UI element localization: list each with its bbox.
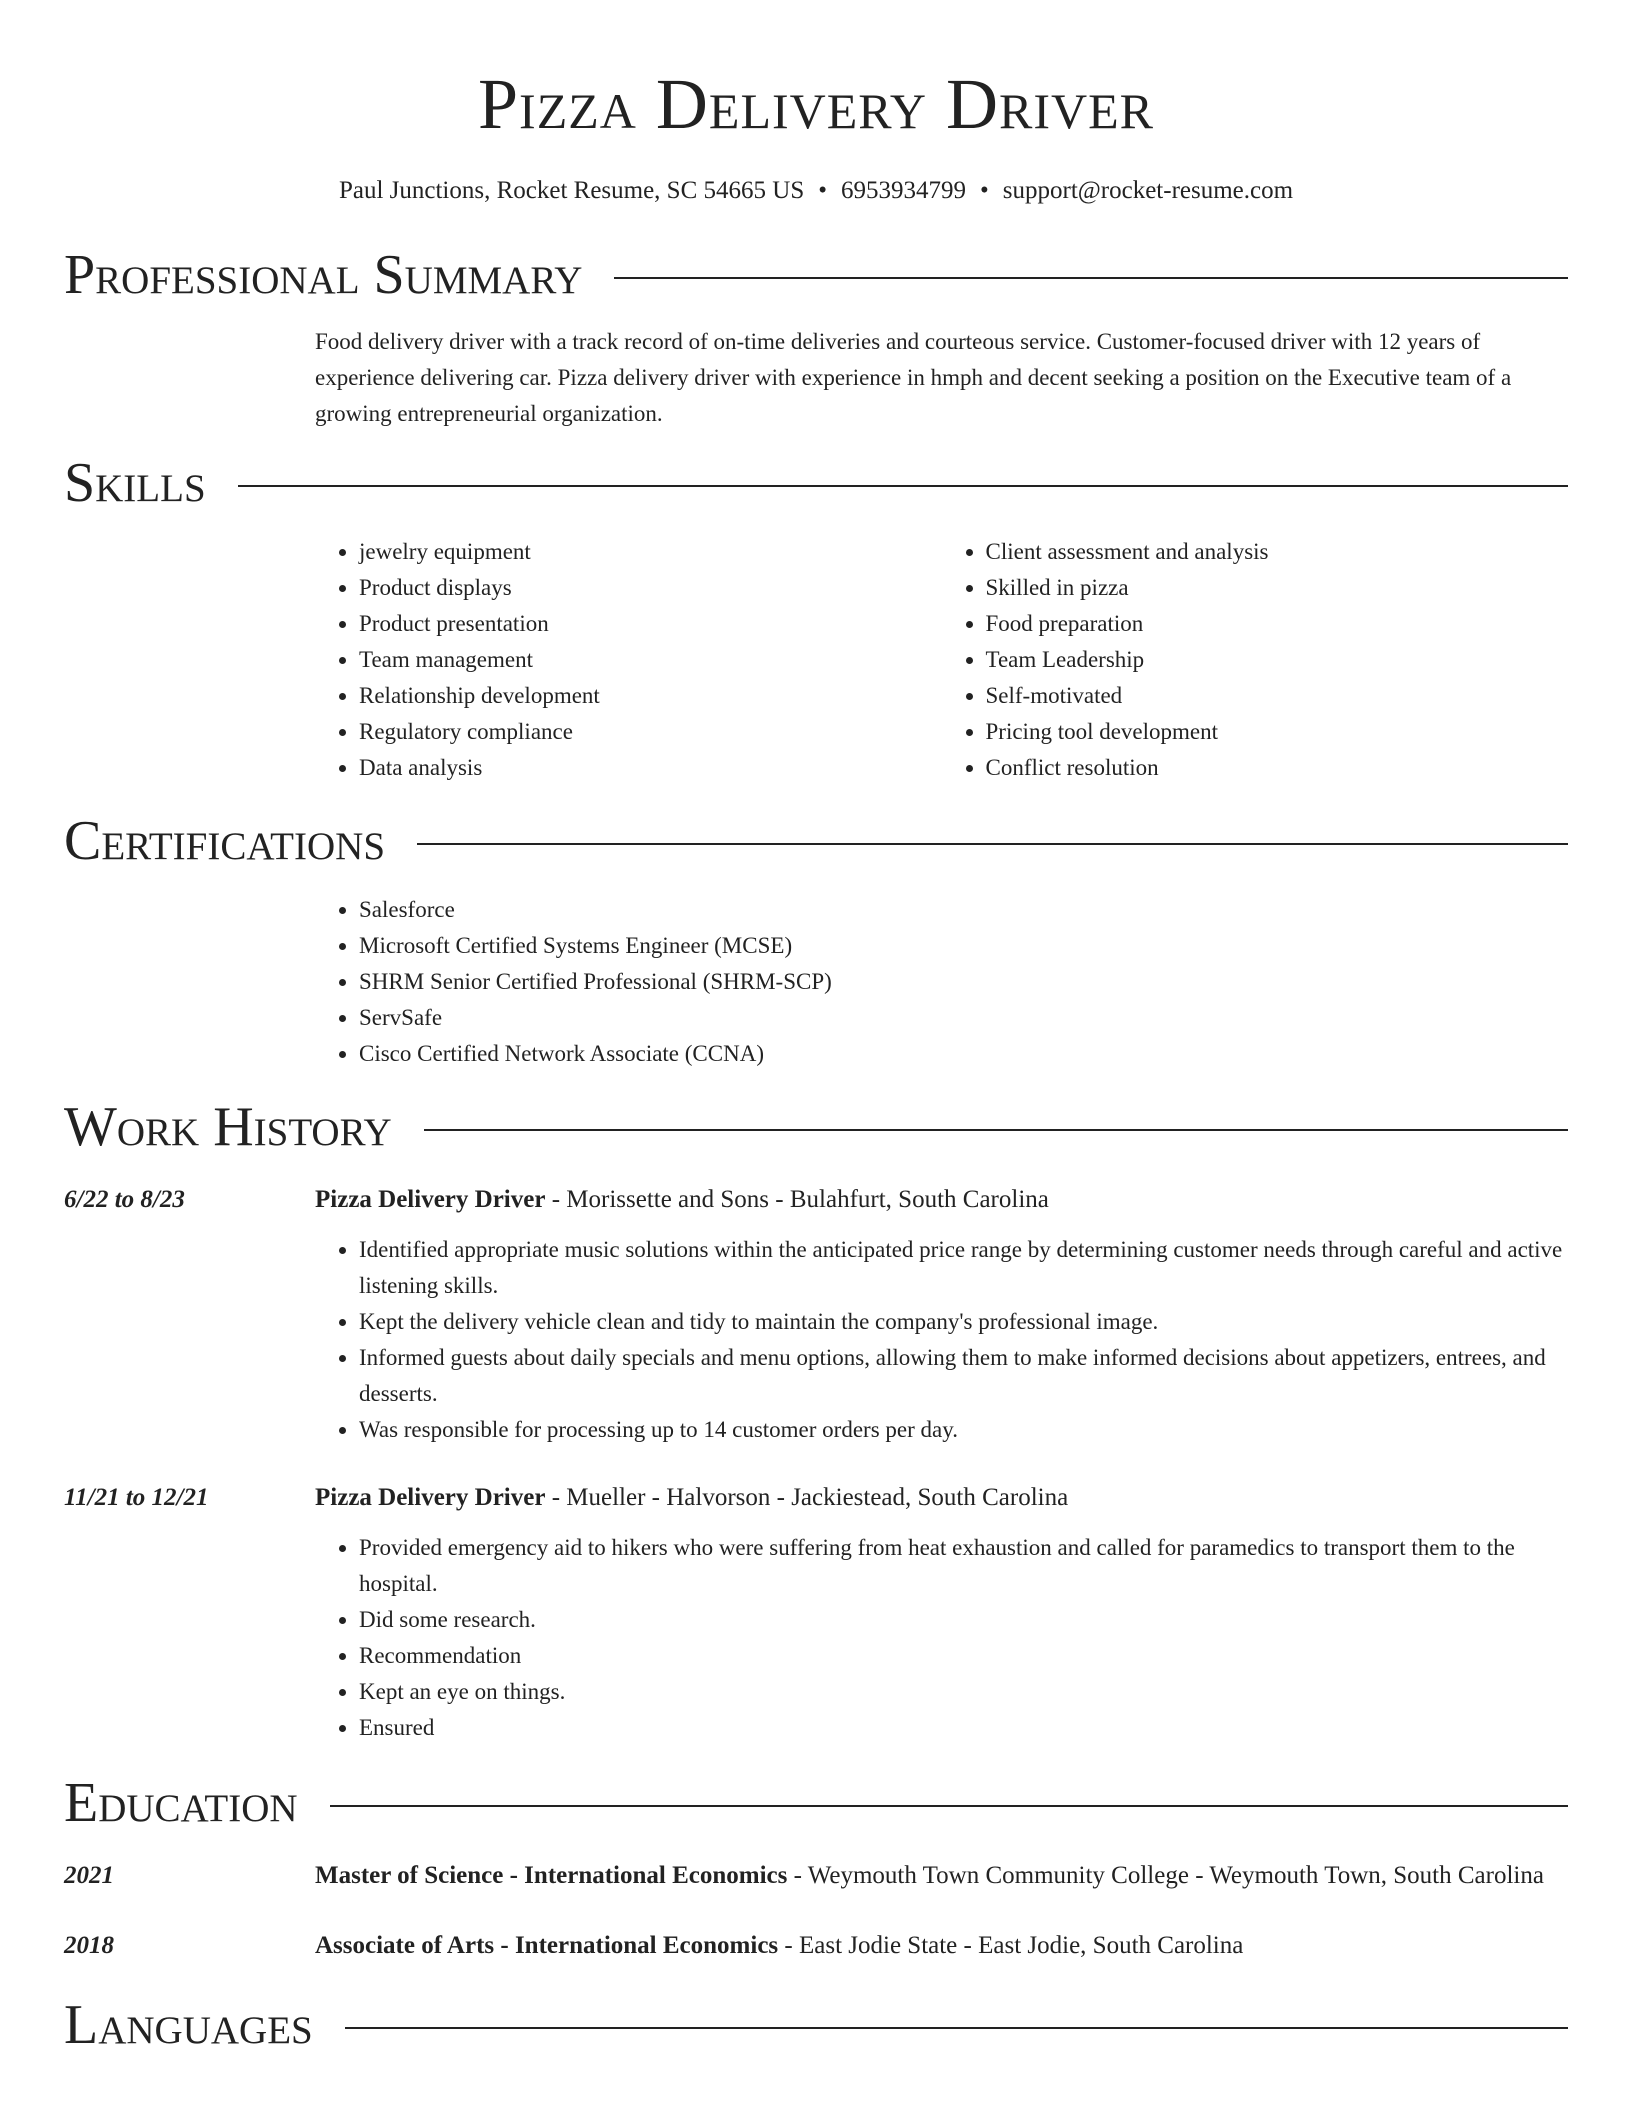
contact-email: support@rocket-resume.com (1002, 177, 1294, 204)
job-bullet: • Was responsible for processing up to 14 customer orders per day. (359, 1412, 1568, 1448)
skill-item: • jewelry equipment (359, 534, 942, 570)
skill-item: • Skilled in pizza (986, 570, 1569, 606)
job-dates: 11/21 to 12/21 (64, 1484, 209, 1511)
resume-page (64, 0, 1568, 2060)
section-rule (330, 1805, 1568, 1807)
job-bullet: • Identified appropriate music solutions within the anticipated price range by determining customer needs through careful and active listening skills. (359, 1232, 1568, 1304)
skills-list-right (942, 534, 1569, 786)
section-header-summary (64, 240, 1568, 310)
education-details: - East Jodie State - East Jodie, South Carolina (778, 1932, 1244, 1959)
contact-phone: 6953934799 (841, 177, 966, 204)
certification-item: • SHRM Senior Certified Professional (SHRM-SCP) (359, 964, 1568, 1000)
skill-item: • Product presentation (359, 606, 942, 642)
skill-item: • Food preparation (986, 606, 1569, 642)
job-bullets (315, 1530, 1568, 1746)
section-title: Languages (64, 1994, 313, 2056)
job-dates: 6/22 to 8/23 (64, 1186, 185, 1213)
job-role: Pizza Delivery Driver (315, 1484, 546, 1511)
education-details: - Weymouth Town Community College - Weymouth Town, South Carolina (787, 1862, 1544, 1889)
education-degree: Master of Science - International Economics (315, 1862, 788, 1889)
skill-item: • Self-motivated (986, 678, 1569, 714)
certifications-block (315, 892, 1568, 1072)
section-rule (614, 277, 1568, 279)
job-header (64, 1180, 1568, 1220)
education-entry (64, 1926, 1568, 1966)
skill-item: • Product displays (359, 570, 942, 606)
job-details: - Mueller - Halvorson - Jackiestead, South Carolina (545, 1484, 1069, 1511)
job-entry (64, 1180, 1568, 1448)
skill-item: • Team Leadership (986, 642, 1569, 678)
job-bullet: • Kept an eye on things. (359, 1674, 1568, 1710)
section-title: Education (64, 1772, 298, 1834)
section-header-languages (64, 1990, 1568, 2060)
resume-name: Pizza Delivery Driver (478, 64, 1154, 144)
section-rule (238, 485, 1568, 487)
skill-item: • Team management (359, 642, 942, 678)
certification-item: • Microsoft Certified Systems Engineer (MCSE) (359, 928, 1568, 964)
skill-item: • Relationship development (359, 678, 942, 714)
skill-item: • Data analysis (359, 750, 942, 786)
education-line (315, 1856, 1568, 1896)
certifications-list (315, 892, 1568, 1072)
section-header-skills (64, 448, 1568, 518)
job-details: - Morissette and Sons - Bulahfurt, South Carolina (545, 1186, 1049, 1213)
job-header (64, 1478, 1568, 1518)
job-title-line (315, 1180, 1568, 1220)
education-degree: Associate of Arts - International Economics (315, 1932, 779, 1959)
section-title: Professional Summary (64, 244, 583, 306)
section-rule (345, 2027, 1568, 2029)
certification-item: • Salesforce (359, 892, 1568, 928)
education-entry (64, 1856, 1568, 1896)
contact-separator: • (818, 177, 827, 204)
skills-list-left (315, 534, 942, 786)
section-title: Skills (64, 452, 206, 514)
certification-item: • ServSafe (359, 1000, 1568, 1036)
job-bullet: • Ensured (359, 1710, 1568, 1746)
contact-address: Paul Junctions, Rocket Resume, SC 54665 US (338, 177, 805, 204)
skill-item: • Pricing tool development (986, 714, 1569, 750)
skill-item: • Conflict resolution (986, 750, 1569, 786)
education-line (315, 1926, 1568, 1966)
job-bullet: • Did some research. (359, 1602, 1568, 1638)
section-rule (424, 1129, 1568, 1131)
contact-separator: • (980, 177, 989, 204)
job-bullets (315, 1232, 1568, 1448)
section-header-certifications (64, 806, 1568, 876)
job-entry (64, 1478, 1568, 1746)
contact-line (64, 176, 1568, 206)
summary-text: Food delivery driver with a track record of on-time deliveries and courteous service. Customer-focused driver with 12 years of experience delivering car. Pizza delivery driver with experience in hmph and decent seeking a position on the Executive team of a growing entrepreneurial organization. (315, 329, 1512, 426)
education-year: 2021 (64, 1862, 114, 1889)
section-header-education (64, 1768, 1568, 1838)
job-bullet: • Provided emergency aid to hikers who were suffering from heat exhaustion and called for paramedics to transport them to the hospital. (359, 1530, 1568, 1602)
section-title: Work History (64, 1096, 392, 1158)
job-bullet: • Kept the delivery vehicle clean and tidy to maintain the company's professional image. (359, 1304, 1568, 1340)
skill-item: • Client assessment and analysis (986, 534, 1569, 570)
section-header-work-history (64, 1092, 1568, 1162)
skills-grid (315, 534, 1568, 786)
job-bullet: • Informed guests about daily specials and menu options, allowing them to make informed decisions about appetizers, entrees, and desserts. (359, 1340, 1568, 1412)
job-title-line (315, 1478, 1568, 1518)
section-rule (417, 843, 1568, 845)
job-role: Pizza Delivery Driver (315, 1186, 546, 1213)
skill-item: • Regulatory compliance (359, 714, 942, 750)
section-title: Certifications (64, 810, 386, 872)
education-year: 2018 (64, 1932, 114, 1959)
certification-item: • Cisco Certified Network Associate (CCNA) (359, 1036, 1568, 1072)
job-bullet: • Recommendation (359, 1638, 1568, 1674)
